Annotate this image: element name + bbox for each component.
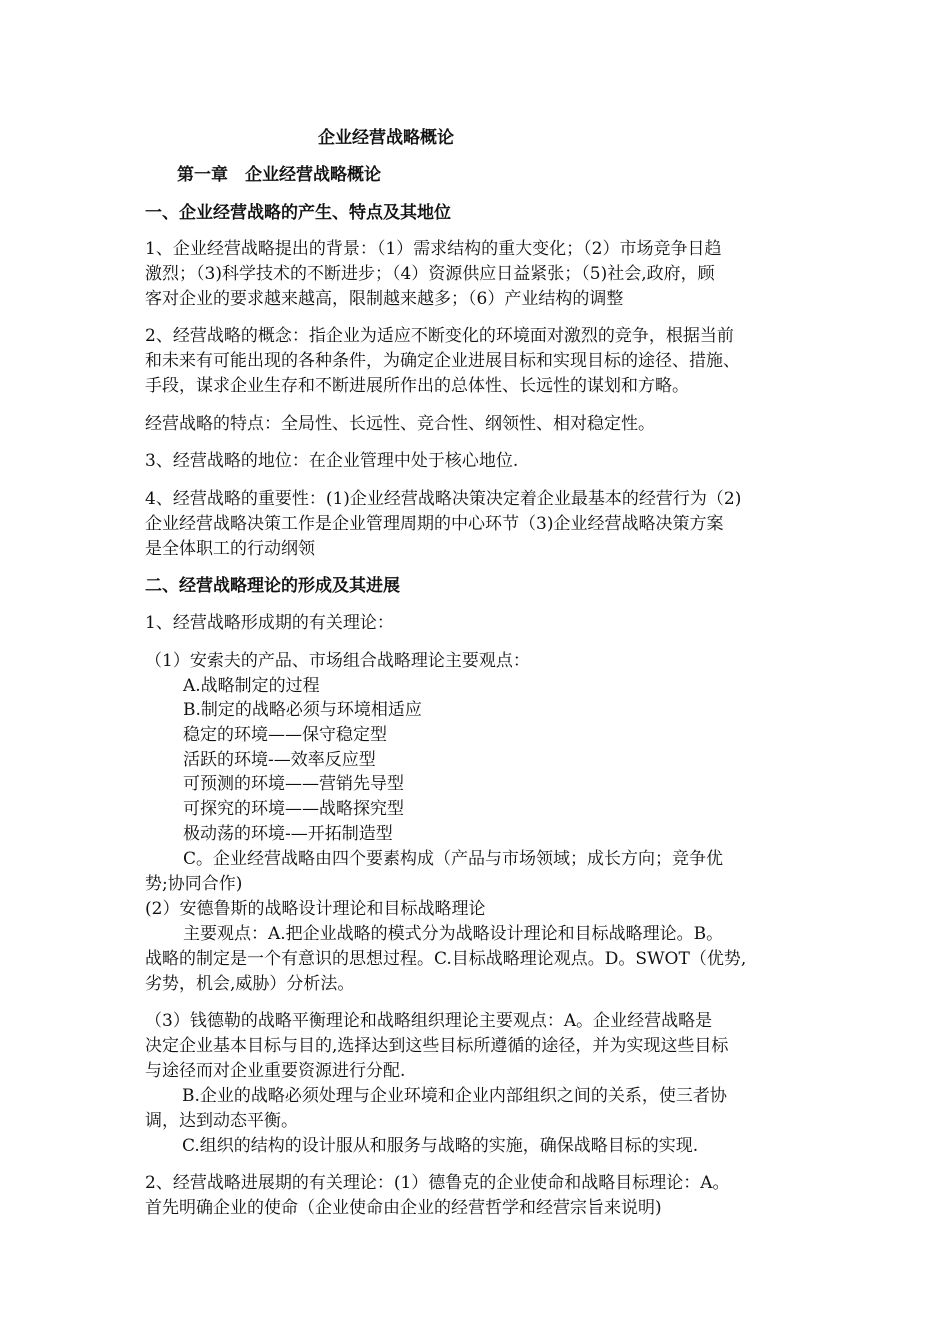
paragraph-line: 2、经营战略的概念：指企业为适应不断变化的环境面对激烈的竞争，根据当前 (145, 326, 734, 346)
paragraph-line: 势;协同合作) (145, 874, 243, 894)
paragraph-line: 4、经营战略的重要性：(1)企业经营战略决策决定着企业最基本的经营行为（2) (145, 489, 742, 509)
list-item: 极动荡的环境-—开拓制造型 (183, 824, 393, 844)
paragraph-line: 调，达到动态平衡。 (145, 1111, 298, 1131)
paragraph-line: C.组织的结构的设计服从和服务与战略的实施，确保战略目标的实现. (182, 1136, 699, 1156)
paragraph-line: 企业经营战略决策工作是企业管理周期的中心环节（3)企业经营战略决策方案 (145, 514, 724, 534)
paragraph-line: 1、经营战略形成期的有关理论： (145, 613, 394, 633)
paragraph-line: 与途径而对企业重要资源进行分配. (145, 1061, 406, 1081)
paragraph-line: 1、企业经营战略提出的背景：（1）需求结构的重大变化；（2）市场竞争日趋 (145, 239, 722, 259)
paragraph-line: 和未来有可能出现的各种条件，为确定企业进展目标和实现目标的途径、措施、 (145, 351, 740, 371)
paragraph-line: B.企业的战略必须处理与企业环境和企业内部组织之间的关系，使三者协 (182, 1086, 727, 1106)
list-item: B.制定的战略必须与环境相适应 (183, 700, 422, 720)
paragraph-line: 战略的制定是一个有意识的思想过程。C.目标战略理论观点。D。SWOT（优势, (145, 949, 747, 969)
paragraph-line: 首先明确企业的使命（企业使命由企业的经营哲学和经营宗旨来说明) (145, 1198, 662, 1218)
paragraph-line: 手段，谋求企业生存和不断进展所作出的总体性、长远性的谋划和方略。 (145, 376, 689, 396)
list-item: 活跃的环境-—效率反应型 (183, 750, 376, 770)
paragraph-line: 经营战略的特点：全局性、长远性、竞合性、纲领性、相对稳定性。 (145, 414, 655, 434)
paragraph-line: C。企业经营战略由四个要素构成（产品与市场领域；成长方向；竞争优 (183, 849, 724, 869)
paragraph-line: 3、经营战略的地位：在企业管理中处于核心地位. (145, 451, 519, 471)
paragraph-line: 决定企业基本目标与目的,选择达到这些目标所遵循的途径，并为实现这些目标 (145, 1036, 729, 1056)
paragraph-line: 2、经营战略进展期的有关理论：(1）德鲁克的企业使命和战略目标理论：A。 (145, 1173, 730, 1193)
paragraph-line: 劣势，机会,威胁）分析法。 (145, 974, 355, 994)
section-heading-2: 二、经营战略理论的形成及其进展 (145, 576, 400, 596)
paragraph-line: （1）安索夫的产品、市场组合战略理论主要观点： (145, 651, 530, 671)
list-item: A.战略制定的过程 (183, 676, 320, 696)
paragraph-line: 是全体职工的行动纲领 (145, 539, 315, 559)
paragraph-line: 激烈；（3)科学技术的不断进步；（4）资源供应日益紧张；（5)社会,政府，顾 (145, 264, 715, 284)
paragraph-line: （3）钱德勒的战略平衡理论和战略组织理论主要观点：A。企业经营战略是 (145, 1011, 713, 1031)
list-item: 可探究的环境——战略探究型 (183, 799, 404, 819)
list-item: 稳定的环境——保守稳定型 (183, 725, 387, 745)
paragraph-line: (2）安德鲁斯的战略设计理论和目标战略理论 (145, 899, 486, 919)
section-heading-1: 一、企业经营战略的产生、特点及其地位 (145, 203, 451, 223)
document-title: 企业经营战略概论 (318, 128, 454, 148)
paragraph-line: 主要观点：A.把企业战略的模式分为战略设计理论和目标战略理论。B。 (183, 924, 724, 944)
chapter-heading: 第一章 企业经营战略概论 (177, 165, 381, 185)
list-item: 可预测的环境——营销先导型 (183, 774, 404, 794)
paragraph-line: 客对企业的要求越来越高，限制越来越多；（6）产业结构的调整 (145, 289, 624, 309)
